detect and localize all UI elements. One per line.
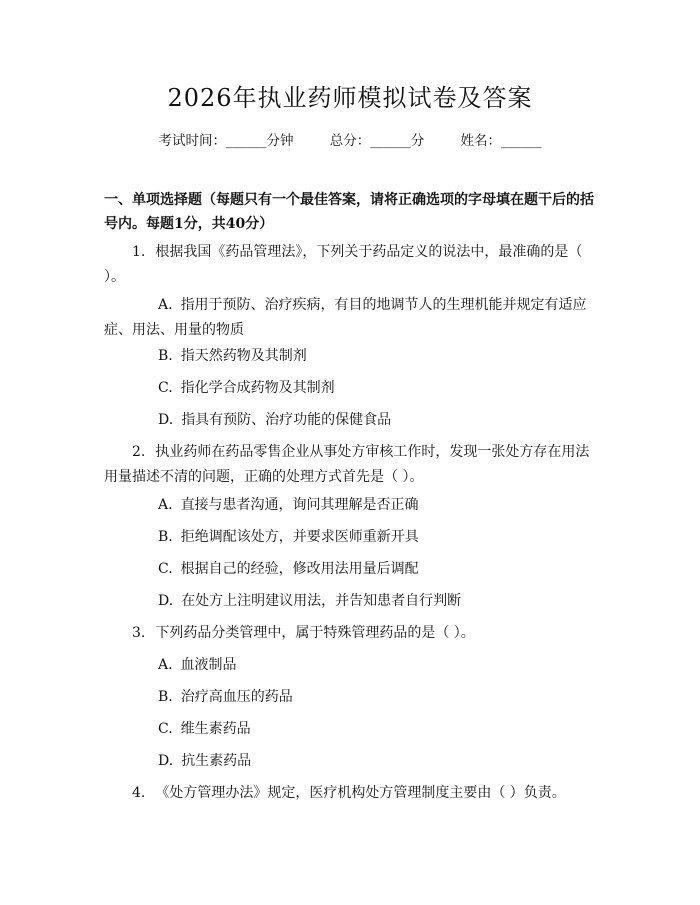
question-3-option-c [158,717,602,742]
question-stem: 根据我国《药品管理法》，下列关于药品定义的说法中，最准确的是（ ）。 [104,244,583,285]
option-letter: D. [158,753,174,769]
question-2-option-a [158,493,602,518]
question-stem: 执业药师在药品零售企业从事处方审核工作时，发现一张处方存在用法用量描述不清的问题，正确的处理方式首先是（ ）。 [104,444,590,485]
question-stem: 下列药品分类管理中，属于特殊管理药品的是（ ）。 [155,625,475,641]
option-text: 指具有预防、治疗功能的保健食品 [181,412,392,428]
option-letter: A. [158,297,173,313]
option-text: 治疗高血压的药品 [180,689,293,705]
question-1-option-a [104,293,602,343]
option-text: 维生素药品 [180,721,251,737]
question-number: 1. [132,244,146,260]
question-2-option-c [158,557,602,582]
option-letter: A. [158,497,173,513]
exam-time-field: 考试时间：______分钟 [158,133,294,149]
question-1-option-c [158,376,602,401]
option-text: 血液制品 [180,657,237,673]
question-2-option-d [158,589,602,614]
question-1-option-b [158,344,602,369]
option-text: 指天然药物及其制剂 [180,348,307,364]
question-3-option-a [158,653,602,678]
question-1-option-d [158,408,602,433]
option-letter: C. [158,721,173,737]
question-4 [104,781,602,806]
total-score-field: 总分：______分 [329,133,425,149]
name-field: 姓名：______ [460,133,542,149]
question-3-option-b [158,685,602,710]
question-3-option-d [158,749,602,774]
section-heading: 一、单项选择题（每题只有一个最佳答案，请将正确选项的字母填在题干后的括号内。每题1分，共40分） [104,192,594,232]
question-2 [104,440,602,490]
document-title: 2026年执业药师模拟试卷及答案 [167,84,533,112]
option-text: 在处方上注明建议用法，并告知患者自行判断 [181,593,462,609]
option-text: 直接与患者沟通，询问其理解是否正确 [180,497,419,513]
question-stem: 《处方管理办法》规定，医疗机构处方管理制度主要由（ ）负责。 [155,785,566,801]
option-letter: D. [158,412,174,428]
exam-meta-line [0,130,700,152]
question-number: 4. [132,785,146,801]
question-number: 2. [132,444,146,460]
option-letter: A. [158,657,173,673]
option-text: 指用于预防、治疗疾病，有目的地调节人的生理机能并规定有适应症、用法、用量的物质 [104,297,587,338]
option-letter: C. [158,561,173,577]
option-letter: D. [158,593,174,609]
option-text: 根据自己的经验，修改用法用量后调配 [180,561,419,577]
option-text: 拒绝调配该处方，并要求医师重新开具 [180,529,419,545]
question-number: 3. [132,625,146,641]
option-letter: C. [158,380,173,396]
option-text: 抗生素药品 [181,753,252,769]
question-3 [104,621,602,646]
option-letter: B. [158,689,173,705]
question-2-option-b [158,525,602,550]
question-1 [104,240,602,290]
option-text: 指化学合成药物及其制剂 [180,380,335,396]
option-letter: B. [158,348,173,364]
option-letter: B. [158,529,173,545]
